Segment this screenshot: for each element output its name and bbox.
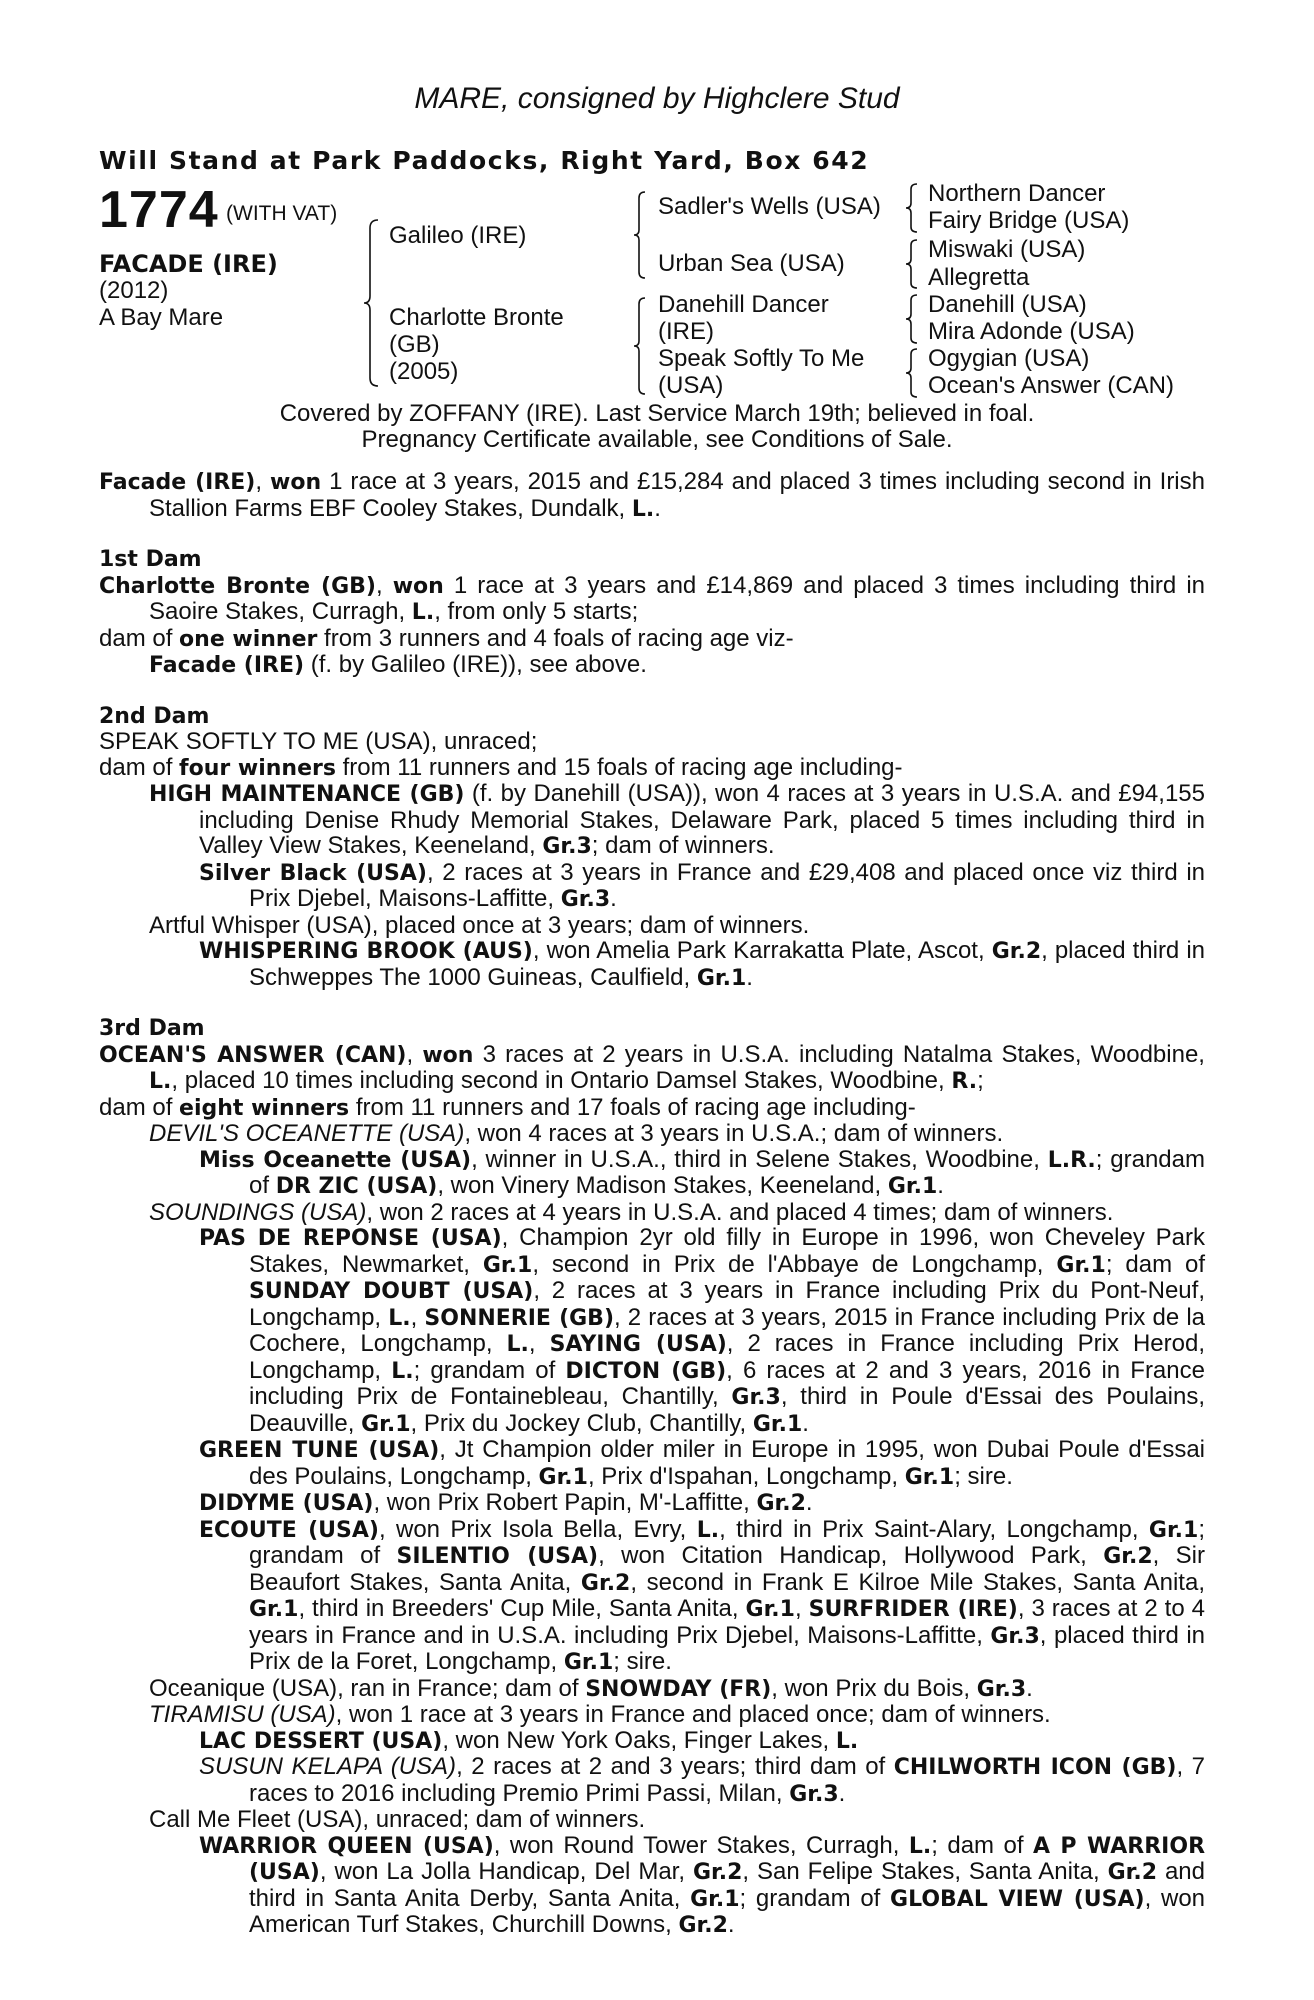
record-text: , won 2 races at 4 years in U.S.A. and placed 4 times; dam of winners.: [366, 1198, 1114, 1226]
record-text: (f. by Galileo (IRE)), see above.: [304, 651, 647, 678]
record-text: , placed third in Prix de la Foret, Longchamp,: [249, 1621, 1205, 1675]
horse-name-bold: DR ZIC (USA): [275, 1174, 438, 1199]
horse-name-bold: Miss Oceanette (USA): [199, 1147, 472, 1173]
record-text: .: [654, 494, 661, 522]
group-tag: Gr.3: [560, 887, 611, 912]
record-text: 1 race at 3 years, 2015 and £15,284 and placed 3 times including second in Irish Stallion Farms EBF Cooley Stakes, Dundalk,: [149, 468, 1205, 522]
restricted-tag: R.: [951, 1069, 978, 1094]
group-tag: Gr.1: [1148, 1517, 1199, 1543]
pedigree-dam-origin: (GB): [389, 331, 440, 358]
record-text: , third in Breeders' Cup Mile, Santa Anita,: [298, 1595, 746, 1622]
oceans-answer-record: OCEAN'S ANSWER (CAN), won 3 races at 2 years in U.S.A. including Natalma Stakes, Woodbine, L., placed 10 times including second in Ontario Damsel Stakes, Woodbine, R.;: [99, 1040, 1205, 1094]
listed-tag: L.: [388, 1305, 411, 1331]
won-bold: won: [270, 470, 322, 495]
horse-name-bold: DIDYME (USA): [199, 1491, 374, 1516]
group-tag: Gr.1: [482, 1252, 533, 1278]
listed-tag: L.: [631, 496, 655, 522]
pedigree-brace-sd: [904, 238, 920, 290]
page-header: MARE, consigned by Highclere Stud: [414, 82, 900, 115]
pedigree-dds: Ogygian (USA): [928, 345, 1090, 372]
group-tag: Gr.3: [990, 1623, 1040, 1649]
group-tag: Gr.3: [542, 834, 592, 859]
record-text: , 2 races in France including Prix Herod, Longchamp,: [249, 1330, 1206, 1384]
pedigree-ddd: Ocean's Answer (CAN): [928, 372, 1174, 399]
record-text: .: [746, 963, 753, 991]
cover-line-1: Covered by ZOFFANY (IRE). Last Service March 19th; believed in foal.: [279, 400, 1035, 427]
group-tag: Gr.2: [991, 939, 1042, 964]
record-text: from 11 runners and 15 foals of racing age including-: [335, 753, 903, 781]
record-text: , won American Turf Stakes, Churchill Downs,: [249, 1884, 1206, 1938]
horse-name-italic: SOUNDINGS (USA): [149, 1198, 367, 1226]
record-text: , placed 10 times including second in Ontario Damsel Stakes, Woodbine,: [171, 1067, 952, 1094]
pedigree-sdd: Allegretta: [928, 264, 1030, 291]
pedigree-brace-dam: [632, 296, 648, 396]
horse-name-bold: A P WARRIOR (USA): [249, 1833, 1206, 1885]
lac-dessert-record: [99, 1728, 1205, 1755]
first-dam-produce: [99, 626, 1205, 653]
record-text: ;: [977, 1067, 984, 1094]
group-tag: Gr.1: [538, 1464, 588, 1490]
horse-name-bold: HIGH MAINTENANCE (GB): [149, 782, 465, 807]
record-text: ; grandam of: [249, 1515, 1206, 1569]
group-tag: Gr.2: [692, 1860, 743, 1885]
horse-name-bold: ECOUTE (USA): [199, 1517, 379, 1543]
horse-name-bold: WARRIOR QUEEN (USA): [199, 1833, 494, 1859]
group-tag: Gr.1: [904, 1464, 955, 1490]
record-text: ,: [410, 1303, 425, 1331]
group-tag: Gr.1: [249, 1597, 299, 1622]
horse-name-bold: GREEN TUNE (USA): [199, 1438, 440, 1463]
horse-name-bold: OCEAN'S ANSWER (CAN): [99, 1042, 407, 1068]
third-dam-produce: [99, 1095, 1205, 1122]
devils-oceanette-record: [99, 1121, 1205, 1147]
pedigree-sss: Northern Dancer: [928, 180, 1106, 207]
group-tag: Gr.1: [361, 1411, 411, 1437]
record-text: , placed third in Schweppes The 1000 Guineas, Caulfield,: [249, 937, 1206, 991]
miss-oceanette-record: [99, 1147, 1205, 1200]
listed-tag: L.: [506, 1332, 529, 1357]
horse-name-bold: SAYING (USA): [549, 1332, 727, 1357]
group-tag: Gr.1: [696, 965, 747, 991]
record-text: .: [610, 885, 617, 912]
record-text: , Champion 2yr old filly in Europe in 1996, won Cheveley Park Stakes, Newmarket,: [249, 1224, 1206, 1278]
group-tag: Gr.1: [887, 1174, 938, 1199]
pedigree-dsd: Mira Adonde (USA): [928, 318, 1135, 345]
record-text: , from only 5 starts;: [434, 598, 639, 625]
pedigree-dam-year: (2005): [389, 358, 459, 385]
horse-name-bold: PAS DE REPONSE (USA): [199, 1226, 502, 1251]
won-bold: won: [392, 573, 444, 599]
record-text: , 2 races at 3 years in France including Prix du Pont-Neuf, Longchamp,: [249, 1277, 1205, 1331]
pedigree-brace-sire: [632, 190, 648, 280]
record-text: from 3 runners and 4 foals of racing age viz-: [317, 624, 794, 652]
warrior-queen-record: [99, 1833, 1205, 1939]
first-dam-heading: 1st Dam: [99, 547, 202, 572]
second-dam-line: SPEAK SOFTLY TO ME (USA), unraced;: [99, 728, 538, 755]
record-text: from 11 runners and 17 foals of racing age including-: [349, 1093, 916, 1121]
horse-name-bold: Facade (IRE): [149, 653, 305, 678]
facade-record: Facade (IRE), won 1 race at 3 years, 2015 and £15,284 and placed 3 times including second in Irish Stallion Farms EBF Cooley Stakes, Dundalk, L..: [99, 468, 1205, 522]
winners-count: one winner: [179, 626, 318, 652]
pedigree-brace-main: [362, 218, 382, 388]
horse-name-italic: DEVIL'S OCEANETTE (USA): [149, 1120, 465, 1147]
race-record: [99, 469, 1205, 1939]
record-text: , San Felipe Stakes, Santa Anita,: [742, 1858, 1108, 1885]
didyme-record: [99, 1490, 1205, 1517]
group-tag: Gr.1: [1056, 1252, 1106, 1278]
record-text: ; sire.: [613, 1648, 672, 1675]
record-text: ; grandam of: [249, 1145, 1205, 1199]
won-bold: won: [422, 1042, 474, 1068]
record-text: .: [802, 1409, 809, 1437]
group-tag: Gr.2: [580, 1570, 631, 1596]
record-text: , won Amelia Park Karrakatta Plate, Ascot,: [532, 937, 992, 964]
record-text: , 7 races to 2016 including Premio Primi Passi, Milan,: [249, 1753, 1205, 1807]
record-text: , Jt Champion older miler in Europe in 1995, won Dubai Poule d'Essai des Poulains, Longchamp,: [249, 1436, 1205, 1490]
horse-name: FACADE (IRE): [99, 250, 278, 278]
record-text: , won Vinery Madison Stakes, Keeneland,: [437, 1172, 888, 1199]
vat-note: (WITH VAT): [226, 202, 338, 225]
record-text: , third in Poule d'Essai des Poulains, Deauville,: [249, 1383, 1206, 1437]
group-tag: Gr.3: [789, 1781, 839, 1807]
listed-tag: L.: [149, 1069, 172, 1094]
record-text: , 6 races at 2 and 3 years, 2016 in France including Prix de Fontainebleau, Chantilly,: [249, 1356, 1205, 1410]
third-dam-heading: 3rd Dam: [99, 1016, 205, 1041]
whispering-brook-record: [99, 938, 1205, 991]
record-text: , Prix d'Ispahan, Longchamp,: [587, 1462, 905, 1490]
record-text: , won Prix Isola Bella, Evry,: [378, 1515, 697, 1543]
pedigree-dam: Charlotte Bronte: [389, 304, 564, 331]
pedigree-sds: Miswaki (USA): [928, 236, 1086, 263]
record-text: Oceanique (USA), ran in France; dam of: [149, 1674, 586, 1702]
listed-tag: L.R.: [1047, 1147, 1096, 1173]
horse-name-bold: Facade (IRE): [99, 470, 256, 495]
record-text: ; dam of: [931, 1831, 1033, 1859]
listed-tag: L.: [835, 1728, 859, 1754]
group-tag: Gr.3: [976, 1676, 1027, 1702]
susun-kelapa-record: [99, 1754, 1205, 1807]
record-text: , Prix du Jockey Club, Chantilly,: [410, 1409, 753, 1437]
record-text: ; dam of winners.: [591, 832, 775, 859]
silver-black-record: [99, 860, 1205, 913]
winners-count: four winners: [179, 755, 336, 781]
record-text: , won La Jolla Handicap, Del Mar,: [319, 1858, 693, 1885]
record-text: , won 1 race at 3 years in France and placed once; dam of winners.: [335, 1701, 1051, 1728]
horse-name-bold: SURFRIDER (IRE): [808, 1597, 1018, 1622]
second-dam-produce: [99, 755, 1205, 782]
pedigree-brace-ds: [904, 293, 920, 345]
record-text: and third in Santa Anita Derby, Santa Anita,: [249, 1858, 1205, 1912]
high-maintenance-record: [99, 781, 1205, 860]
pedigree-dam-dam: Speak Softly To Me: [658, 345, 865, 372]
pedigree-sire: Galileo (IRE): [389, 222, 527, 249]
record-text: dam of: [99, 1093, 180, 1121]
record-text: 3 races at 2 years in U.S.A. including Natalma Stakes, Woodbine,: [473, 1040, 1205, 1068]
first-dam-record: Charlotte Bronte (GB), won 1 race at 3 years and £14,869 and placed 3 times including third in Saoire Stakes, Curragh, L., from only 5 starts;: [99, 571, 1205, 625]
pedigree-dam-sire-origin: (IRE): [658, 318, 714, 345]
record-text: dam of: [99, 624, 180, 652]
horse-name-bold: SONNERIE (GB): [424, 1305, 615, 1331]
horse-name-bold: CHILWORTH ICON (GB): [893, 1755, 1177, 1780]
record-text: , winner in U.S.A., third in Selene Stakes, Woodbine,: [471, 1145, 1048, 1173]
horse-year: (2012): [99, 277, 169, 304]
pedigree-dam-dam-origin: (USA): [658, 372, 724, 399]
pedigree-brace-ss: [904, 182, 920, 234]
record-text: , won New York Oaks, Finger Lakes,: [442, 1726, 836, 1754]
record-text: ; dam of: [1105, 1250, 1205, 1278]
pas-de-reponse-record: [99, 1225, 1205, 1437]
artful-whisper-record: Artful Whisper (USA), placed once at 3 years; dam of winners.: [149, 911, 810, 939]
pedigree-brace-dd: [904, 347, 920, 399]
first-dam-foal: [99, 652, 1205, 679]
pedigree-dam-sire: Danehill Dancer: [658, 291, 829, 318]
group-tag: Gr.2: [678, 1913, 728, 1938]
horse-name-bold: Charlotte Bronte (GB): [99, 573, 376, 599]
pedigree-ssd: Fairy Bridge (USA): [928, 207, 1130, 234]
soundings-record: [99, 1200, 1205, 1226]
record-text: , 3 races at 2 to 4 years in France and in U.S.A. including Prix Djebel, Maisons-Laffitte,: [249, 1595, 1205, 1649]
standing-location: Will Stand at Park Paddocks, Right Yard, Box 642: [99, 146, 870, 175]
pedigree-sire-sire: Sadler's Wells (USA): [658, 193, 881, 220]
horse-description: A Bay Mare: [99, 304, 224, 331]
horse-name-bold: SNOWDAY (FR): [585, 1676, 772, 1702]
horse-name-bold: Silver Black (USA): [199, 860, 427, 886]
record-text: .: [838, 1779, 846, 1807]
pedigree-dss: Danehill (USA): [928, 291, 1087, 318]
winners-count: eight winners: [179, 1095, 350, 1121]
record-text: , second in Prix de l'Abbaye de Longchamp,: [532, 1250, 1057, 1278]
group-tag: Gr.1: [563, 1650, 614, 1675]
record-text: (f. by Danehill (USA)), won 4 races at 3 years in U.S.A. and £94,155 including Denise Rhudy Memorial Stakes, Delaware Park, placed 5 times including third in Valley View Stakes, Keeneland,: [199, 780, 1205, 859]
horse-name-bold: SUNDAY DOUBT (USA): [249, 1279, 534, 1304]
pedigree-sire-dam: Urban Sea (USA): [658, 250, 845, 277]
call-me-fleet-record: Call Me Fleet (USA), unraced; dam of winners.: [149, 1806, 646, 1833]
record-text: .: [805, 1489, 813, 1516]
record-text: , third in Prix Saint-Alary, Longchamp,: [719, 1515, 1149, 1543]
green-tune-record: [99, 1437, 1205, 1490]
record-text: ; sire.: [954, 1462, 1013, 1490]
record-text: , 2 races at 3 years in France and £29,408 and placed once viz third in Prix Djebel, Maisons-Laffitte,: [249, 858, 1206, 912]
group-tag: Gr.1: [690, 1886, 740, 1912]
record-text: , won Citation Handicap, Hollywood Park,: [598, 1542, 1104, 1569]
tiramisu-record: [99, 1702, 1205, 1728]
record-text: ,: [528, 1330, 550, 1357]
record-text: ; grandam of: [739, 1884, 891, 1912]
record-text: ; grandam of: [413, 1356, 566, 1384]
record-text: , won Prix du Bois,: [771, 1674, 977, 1702]
horse-name-bold: DICTON (GB): [565, 1358, 727, 1384]
horse-name-bold: WHISPERING BROOK (AUS): [199, 939, 533, 964]
ecoute-record: [99, 1517, 1205, 1676]
record-text: ,: [794, 1595, 809, 1622]
horse-name-italic: TIRAMISU (USA): [149, 1701, 336, 1728]
group-tag: Gr.3: [731, 1385, 781, 1410]
record-text: , won Round Tower Stakes, Curragh,: [493, 1831, 909, 1859]
listed-tag: L.: [696, 1517, 720, 1543]
listed-tag: L.: [908, 1833, 932, 1859]
group-tag: Gr.2: [1107, 1860, 1158, 1885]
record-text: , won 4 races at 3 years in U.S.A.; dam of winners.: [464, 1120, 1004, 1147]
record-text: , won Prix Robert Papin, M'-Laffitte,: [373, 1489, 757, 1516]
cover-line-2: Pregnancy Certificate available, see Conditions of Sale.: [361, 426, 953, 453]
record-text: 1 race at 3 years and £14,869 and placed 3 times including third in Saoire Stakes, Curragh,: [149, 571, 1205, 625]
group-tag: Gr.1: [745, 1597, 795, 1622]
record-text: , 2 races at 2 and 3 years; third dam of: [456, 1753, 894, 1780]
horse-name-italic: SUSUN KELAPA (USA): [199, 1753, 457, 1780]
record-text: , second in Frank E Kilroe Mile Stakes, Santa Anita,: [630, 1568, 1205, 1596]
listed-tag: L.: [411, 600, 435, 625]
record-text: , 2 races at 3 years, 2015 in France including Prix de la Cochere, Longchamp,: [249, 1303, 1206, 1357]
record-text: .: [727, 1911, 735, 1938]
horse-name-bold: GLOBAL VIEW (USA): [890, 1886, 1145, 1912]
group-tag: Gr.2: [756, 1491, 806, 1516]
horse-name-bold: LAC DESSERT (USA): [199, 1728, 443, 1754]
horse-name-bold: SILENTIO (USA): [396, 1544, 599, 1569]
listed-tag: L.: [391, 1358, 414, 1384]
record-text: .: [937, 1172, 944, 1199]
group-tag: Gr.1: [752, 1411, 803, 1437]
second-dam-heading: 2nd Dam: [99, 703, 210, 729]
group-tag: Gr.2: [1103, 1544, 1153, 1569]
record-text: , Sir Beaufort Stakes, Santa Anita,: [249, 1542, 1205, 1596]
lot-number: 1774: [99, 181, 219, 239]
oceanique-record: [99, 1676, 1205, 1703]
record-text: dam of: [99, 753, 180, 781]
record-text: .: [1026, 1674, 1033, 1702]
